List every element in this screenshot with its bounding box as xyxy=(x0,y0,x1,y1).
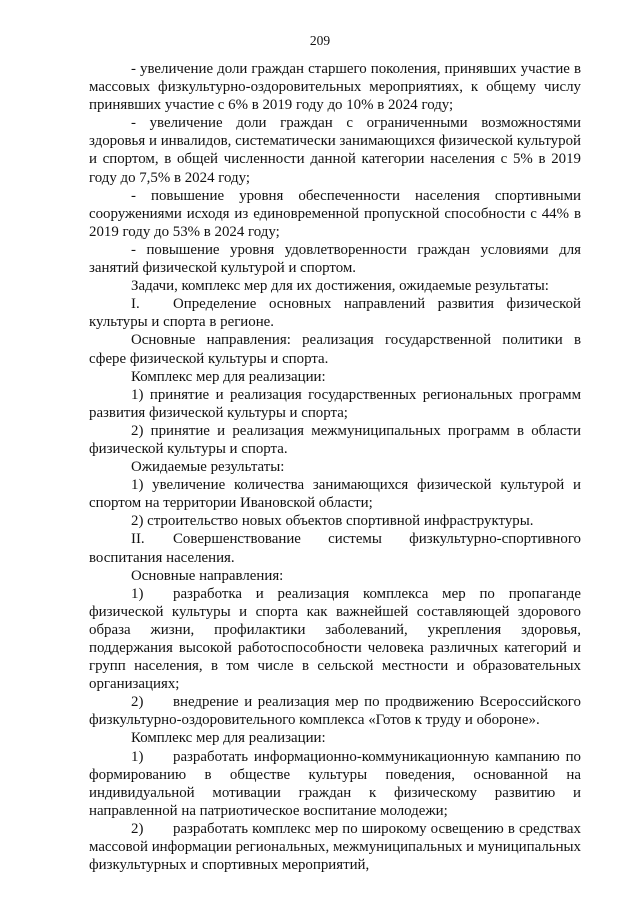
measure-text: разработать информационно-коммуникационную кампанию по формированию в обществе культуры поведения, основанной на индивидуальной мотивации граждан к физическому развитию и направленной на патриотическое воспитание молодежи; xyxy=(89,748,581,819)
paragraph: 2) строительство новых объектов спортивной инфраструктуры. xyxy=(131,513,534,530)
direction-item-1 xyxy=(89,585,581,694)
list-marker: 1) xyxy=(131,748,144,765)
list-marker: I. xyxy=(131,296,140,313)
paragraph: 1) принятие и реализация государственных региональных программ развития физической культуры и спорта; xyxy=(89,386,581,421)
paragraph: Комплекс мер для реализации: xyxy=(131,730,326,747)
task-text: Определение основных направлений развития физической культуры и спорта в регионе. xyxy=(89,296,581,331)
paragraph: Основные направления: xyxy=(131,567,284,584)
measure-item-2 xyxy=(89,820,581,874)
paragraph: Основные направления: реализация государственной политики в сфере физической культуры и спорта. xyxy=(89,332,581,367)
direction-text: разработка и реализация комплекса мер по пропаганде физической культуры и спорта как важнейшей составляющей здорового образа жизни, профилактики заболеваний, укрепления здоровья, поддержания высокой работоспособности человека различных категорий и групп населения, в том числе в сельской местности и образовательных организациях; xyxy=(89,585,581,693)
paragraph: Комплекс мер для реализации: xyxy=(131,368,326,385)
paragraph: 2) принятие и реализация межмуниципальных программ в области физической культуры и спорта. xyxy=(89,422,581,457)
measure-text: разработать комплекс мер по широкому освещению в средствах массовой информации региональных, межмуниципальных и муниципальных физкультурных и спортивных мероприятий, xyxy=(89,820,581,874)
task-item-1 xyxy=(89,295,581,331)
page-number: 209 xyxy=(309,33,331,48)
paragraph: - увеличение доли граждан с ограниченными возможностями здоровья и инвалидов, систематически занимающихся физической культурой и спортом, в общей численности данной категории населения с 5% в 2019 году до 7,5% в 2024 году; xyxy=(89,115,581,186)
paragraph: - увеличение доли граждан старшего поколения, принявших участие в массовых физкультурно-оздоровительных мероприятиях, к общему числу принявших участие с 6% в 2019 году до 10% в 2024 году; xyxy=(89,61,581,114)
paragraph: Ожидаемые результаты: xyxy=(131,459,285,476)
list-marker: II. xyxy=(131,531,145,548)
paragraph: - повышение уровня обеспеченности населения спортивными сооружениями исходя из единовременной пропускной способности с 44% в 2019 году до 53% в 2024 году; xyxy=(89,187,581,240)
list-marker: 2) xyxy=(131,820,144,837)
paragraph: 1) увеличение количества занимающихся физической культурой и спортом на территории Ивановской области; xyxy=(89,477,581,512)
task-text: Совершенствование системы физкультурно-спортивного воспитания населения. xyxy=(89,531,581,566)
paragraph: - повышение уровня удовлетворенности граждан условиями для занятий физической культурой и спортом. xyxy=(89,241,581,277)
list-marker: 2) xyxy=(131,694,144,711)
measure-item-1 xyxy=(89,748,581,820)
paragraph: Задачи, комплекс мер для их достижения, ожидаемые результаты: xyxy=(131,278,549,295)
direction-text: внедрение и реализация мер по продвижению Всероссийского физкультурно-оздоровительного комплекса «Готов к труду и обороне». xyxy=(89,694,581,729)
document-body xyxy=(89,60,581,874)
direction-item-2 xyxy=(89,693,581,729)
list-marker: 1) xyxy=(131,585,144,602)
task-item-2 xyxy=(89,530,581,566)
